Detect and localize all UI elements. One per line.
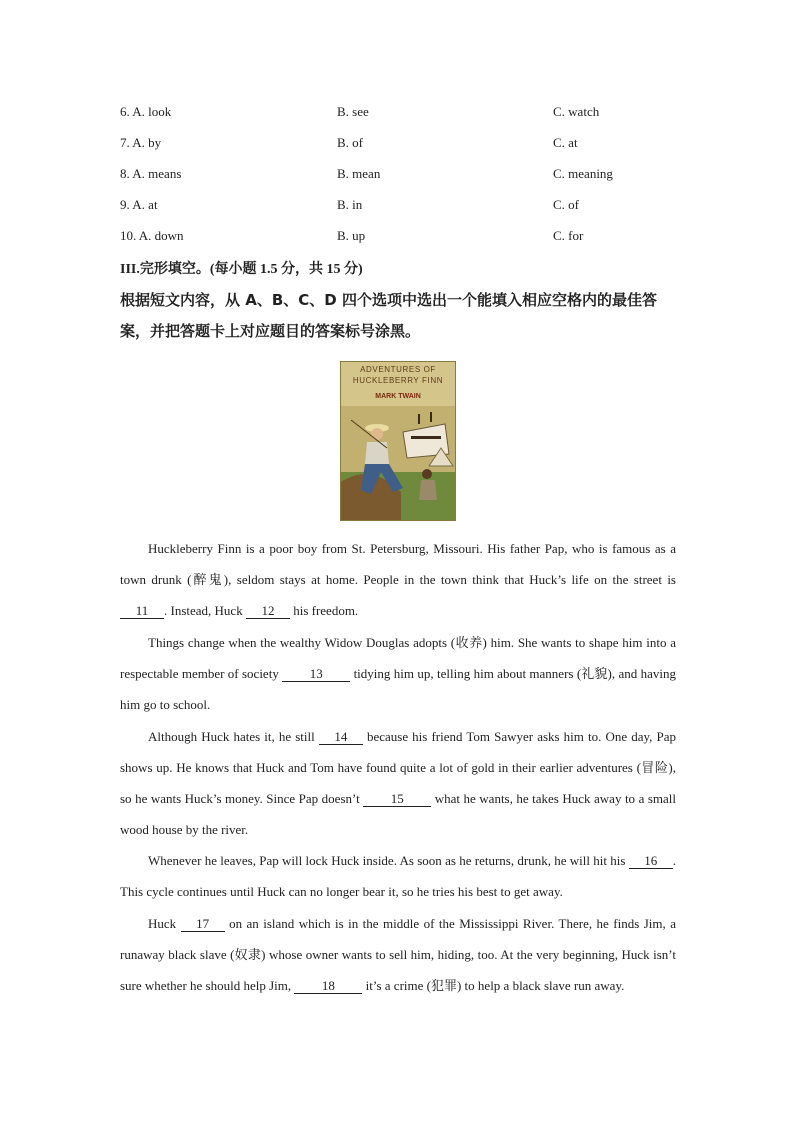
passage-text: because his friend Tom Sawyer asks him to. One day, Pap shows up. He knows that Huck and Tom have found quite a lot of gold in their earlier adventures (冒险), so he wants Huck’s money. Since Pap doesn’t [120, 729, 677, 806]
option-b: B. up [337, 228, 366, 243]
instructions: 根据短文内容，从 A、B、C、D 四个选项中选出一个能填入相应空格内的最佳答案，并把答题卡上对应题目的答案标号涂黑。 [120, 291, 657, 340]
blank-13: 13 [282, 666, 350, 682]
book-cover-image [340, 361, 456, 521]
option-c: C. watch [553, 104, 600, 119]
blank-18: 18 [294, 978, 362, 994]
passage-text: Huckleberry Finn is a poor boy from St. Petersburg, Missouri. His father Pap, who is famous as a town drunk (醉鬼), seldom stays at home. People in the town think that Huck’s life on the street is [120, 541, 676, 587]
passage-text: Things change when the wealthy Widow Douglas adopts (收养) him. She wants to shape him into a respectable member of society [120, 635, 676, 681]
passage-text: what he wants, he takes Huck away to a small wood house by the river. [120, 791, 677, 837]
passage-text: Huck [148, 916, 181, 931]
option-row-8 [120, 166, 680, 184]
option-c: C. meaning [553, 166, 613, 181]
section-heading: III.完形填空。(每小题 1.5 分，共 15 分) [120, 262, 363, 277]
passage-text: Although Huck hates it, he still [148, 729, 319, 744]
passage-paragraph-2 [120, 627, 676, 720]
passage-text: Whenever he leaves, Pap will lock Huck inside. As soon as he returns, drunk, he will hit his [148, 853, 629, 868]
passage-text: his freedom. [289, 603, 359, 618]
option-c: C. for [553, 228, 584, 243]
cover-title-line1: ADVENTURES OF [360, 365, 436, 374]
option-a: 7. A. by [120, 135, 162, 150]
blank-15: 15 [363, 791, 431, 807]
passage-paragraph-3 [120, 721, 676, 845]
option-a: 6. A. look [120, 104, 172, 119]
passage-text: tidying him up, telling him about manners (礼貌), and having him go to school. [120, 666, 677, 712]
passage-text: it’s a crime (犯罪) to help a black slave run away. [362, 978, 625, 993]
blank-17: 17 [181, 916, 225, 932]
cover-title [345, 364, 451, 386]
option-c: C. of [553, 197, 579, 212]
option-a: 9. A. at [120, 197, 158, 212]
passage-paragraph-4 [120, 845, 676, 907]
passage-text: . Instead, Huck [164, 603, 246, 618]
option-b: B. in [337, 197, 363, 212]
option-row-10 [120, 228, 680, 246]
passage-text: on an island which is in the middle of the Mississippi River. There, he finds Jim, a runaway black slave (奴隶) whose owner wants to sell him, hiding, too. At the very beginning, Huck isn’t sure whether he should help Jim, [120, 916, 676, 993]
cover-author: MARK TWAIN [375, 393, 421, 400]
passage-text: . This cycle continues until Huck can no longer bear it, so he tries his best to get away. [120, 853, 676, 899]
blank-16: 16 [629, 853, 673, 869]
blank-12: 12 [246, 603, 290, 619]
blank-14: 14 [319, 729, 363, 745]
option-c: C. at [553, 135, 578, 150]
option-row-9 [120, 197, 680, 215]
option-a: 8. A. means [120, 166, 182, 181]
option-b: B. mean [337, 166, 381, 181]
option-b: B. of [337, 135, 363, 150]
option-a: 10. A. down [120, 228, 184, 243]
option-b: B. see [337, 104, 369, 119]
blank-11: 11 [120, 603, 164, 619]
option-row-7 [120, 135, 680, 153]
cover-title-line2: HUCKLEBERRY FINN [352, 376, 444, 385]
option-row-6 [120, 104, 680, 122]
passage-paragraph-5 [120, 908, 676, 1001]
passage-paragraph-1 [120, 533, 676, 626]
